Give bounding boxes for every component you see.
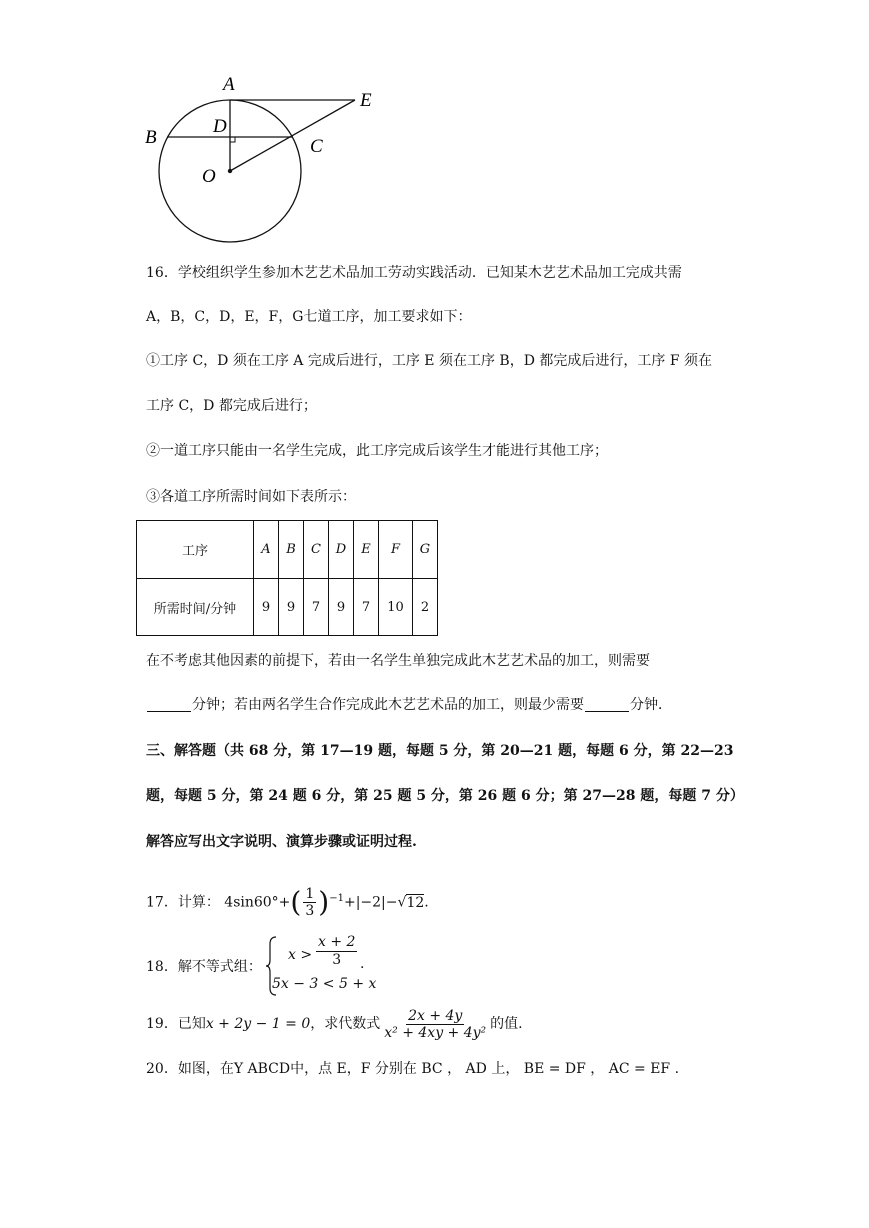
table-cell-time-e: 7 (354, 579, 379, 636)
answer-blank-1[interactable] (147, 697, 191, 712)
paren-open: ( (290, 885, 302, 919)
q19-prefix: 19．已知 (146, 1016, 206, 1032)
center-point-o (228, 169, 232, 173)
table-cell-time-c: 7 (304, 579, 329, 636)
q18-ineq1-fraction (316, 934, 357, 969)
section3-line-1: 三、解答题（共 68 分，第 17—19 题，每题 5 分，第 20—21 题，每题 6 分，第 22—23 (146, 743, 734, 759)
q18-ineq1-den: 3 (332, 952, 342, 968)
table-cell-step-f: F (379, 521, 413, 579)
q18-ineq2: 5x − 3 < 5 + x (272, 976, 377, 992)
sqrt-sign: √ (397, 894, 407, 911)
label-d: D (213, 116, 227, 137)
table-cell-step-d: D (329, 521, 354, 579)
table-cell-step-b: B (279, 521, 304, 579)
table-header-step: 工序 (137, 521, 254, 579)
q17-term1: 4sin60°+ (224, 894, 291, 911)
table-row-steps (137, 521, 438, 579)
q18 (146, 934, 446, 998)
q19-fraction (382, 1008, 488, 1041)
q18-ineq1-num: x + 2 (318, 934, 356, 950)
table-row-times (137, 579, 438, 636)
q17-frac-den: 3 (305, 903, 315, 920)
q16-line-3: ①工序 C，D 须在工序 A 完成后进行，工序 E 须在工序 B，D 都完成后进行，工序 F 须在 (146, 353, 712, 369)
label-c: C (310, 136, 323, 157)
q19 (146, 1004, 523, 1044)
label-b: B (145, 127, 157, 148)
table-cell-time-d: 9 (329, 579, 354, 636)
q17 (146, 877, 429, 921)
label-a: A (223, 74, 235, 95)
table-cell-step-c: C (304, 521, 329, 579)
table-cell-step-e: E (354, 521, 379, 579)
section3-line-2: 题，每题 5 分，第 24 题 6 分，第 25 题 5 分，第 26 题 6 分；第 27—28 题，每题 7 分） (146, 788, 744, 804)
table-cell-time-b: 9 (279, 579, 304, 636)
q18-prefix: 18．解不等式组： (146, 959, 262, 975)
table-cell-time-a: 9 (254, 579, 279, 636)
table-cell-time-g: 2 (413, 579, 438, 636)
q19-suffix: 的值. (490, 1016, 523, 1032)
paren-close: ) (318, 885, 330, 919)
q19-den: x² + 4xy + 4y² (384, 1024, 487, 1041)
q17-frac-num: 1 (305, 886, 315, 903)
line-oe (230, 100, 355, 171)
q19-mid: ，求代数式 (310, 1016, 381, 1032)
q16-line-6: ③各道工序所需时间如下表所示： (146, 489, 356, 505)
q16-line-5: ②一道工序只能由一名学生完成，此工序完成后该学生才能进行其他工序； (146, 443, 608, 459)
table-cell-step-g: G (413, 521, 438, 579)
label-o: O (202, 166, 216, 187)
process-time-table (136, 520, 438, 636)
q17-sqrt-arg: 12 (406, 894, 425, 911)
label-e: E (360, 90, 372, 111)
q18-ineq1-left: x > (288, 947, 313, 963)
q16-line-8 (146, 695, 672, 715)
q16-line-4: 工序 C，D 都完成后进行； (146, 398, 317, 414)
q17-term2: +|−2|− (343, 894, 398, 911)
circle-tangent-figure (140, 70, 390, 250)
q16-line-8a: 分钟；若由两名学生合作完成此木艺艺术品的加工，则最少需要 (192, 697, 584, 713)
q19-num: 2x + 4y (408, 1007, 463, 1024)
table-cell-step-a: A (254, 521, 279, 579)
q20: 20．如图，在Y ABCD中，点 E，F 分别在 BC ， AD 上， BE = DF ， AC = EF . (146, 1061, 680, 1077)
q17-exponent: −1 (329, 893, 344, 904)
q17-prefix: 17．计算： (146, 894, 220, 911)
q16-line-2: A，B，C，D，E，F，G七道工序，加工要求如下： (146, 309, 472, 325)
table-header-time: 所需时间/分钟 (137, 579, 254, 636)
q17-end: . (424, 894, 429, 911)
right-angle-mark (230, 137, 235, 142)
q17-fraction (303, 886, 316, 919)
q19-equation: x + 2y − 1 = 0 (205, 1016, 311, 1032)
table-cell-time-f: 10 (379, 579, 413, 636)
section3-line-3: 解答应写出文字说明、演算步骤或证明过程. (146, 834, 417, 850)
q16-line-1: 16．学校组织学生参加木艺艺术品加工劳动实践活动．已知某木艺艺术品加工完成共需 (146, 265, 682, 281)
answer-blank-2[interactable] (585, 697, 629, 712)
q18-end: . (360, 956, 365, 972)
q16-line-7: 在不考虑其他因素的前提下，若由一名学生单独完成此木艺艺术品的加工，则需要 (146, 653, 650, 669)
q16-line-8b: 分钟． (630, 697, 672, 713)
